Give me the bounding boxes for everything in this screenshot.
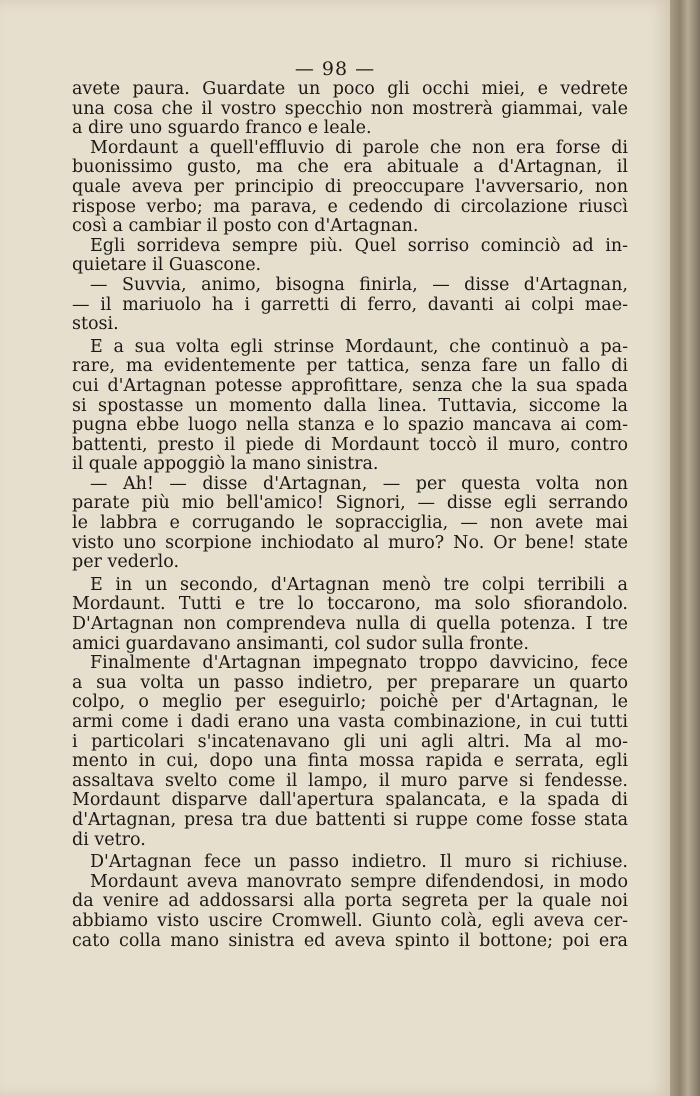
text-line: visto uno scorpione inchiodato al muro? No. Or bene! state [72, 532, 628, 553]
text-line: — il mariuolo ha i garretti di ferro, davanti ai colpi mae- [72, 294, 628, 315]
text-line: Mordaunt. Tutti e tre lo toccarono, ma solo sfiorandolo. [72, 594, 628, 615]
text-line: Mordaunt aveva manovrato sempre difendendosi, in modo [90, 871, 628, 892]
text-line: Egli sorrideva sempre più. Quel sorriso cominciò ad in- [90, 235, 628, 256]
text-line: armi come i dadi erano una vasta combinazione, in cui tutti [72, 712, 628, 732]
text-line: così a cambiar il posto con d'Artagnan. [72, 216, 419, 237]
text-line: parate più mio bell'amico! Signori, — disse egli serrando [72, 493, 628, 514]
text-line: — Suvvia, animo, bisogna finirla, — disse d'Artagnan, [90, 274, 628, 295]
page-number: — 98 — [294, 58, 376, 80]
text-line: quale aveva per principio di preoccupare l'avversario, non [72, 176, 628, 197]
text-line: i particolari s'incatenavano gli uni agli altri. Ma al mo- [72, 731, 628, 752]
text-line: colpo, o meglio per eseguirlo; poichè per d'Artagnan, le [72, 692, 628, 713]
text-line: battenti, presto il piede di Mordaunt toccò il muro, contro [72, 434, 628, 455]
text-line: rispose verbo; ma parava, e cedendo di circolazione riuscì [72, 196, 628, 217]
text-line: D'Artagnan fece un passo indietro. Il muro si richiuse. [90, 852, 628, 873]
text-line: Mordaunt a quell'effluvio di parole che non era forse di [90, 137, 628, 158]
text-line: quietare il Guascone. [72, 255, 262, 276]
text-line: rare, ma evidentemente per tattica, senza fare un fallo di [72, 356, 628, 377]
text-line: avete paura. Guardate un poco gli occhi miei, e vedrete [72, 79, 628, 99]
text-line: le labbra e corrugando le sopracciglia, — non avete mai [72, 513, 628, 534]
text-line: una cosa che il vostro specchio non mostrerà giammai, vale [72, 98, 628, 119]
text-line: buonissimo gusto, ma che era abituale a d'Artagnan, il [72, 157, 628, 178]
text-line: a sua volta un passo indietro, per preparare un quarto [72, 672, 628, 693]
text-line: abbiamo visto uscire Cromwell. Giunto colà, egli aveva cer- [72, 910, 628, 931]
text-line: E a sua volta egli strinse Mordaunt, che continuò a pa- [90, 336, 628, 357]
book-spine-edge [670, 0, 700, 1096]
text-line: a dire uno sguardo franco e leale. [72, 118, 372, 139]
text-line: assaltava svelto come il lampo, il muro parve si fendesse. [72, 770, 628, 791]
text-line: amici guardavano ansimanti, col sudor sulla fronte. [72, 633, 529, 654]
body-text [72, 80, 628, 951]
text-line: di vetro. [72, 829, 146, 850]
text-line: E in un secondo, d'Artagnan menò tre colpi terribili a [90, 574, 628, 595]
text-line: cui d'Artagnan potesse approfittare, senza che la sua spada [72, 375, 628, 396]
text-line: d'Artagnan, presa tra due battenti si ruppe come fosse stata [72, 809, 628, 830]
text-line: D'Artagnan non comprendeva nulla di quella potenza. I tre [72, 614, 628, 635]
text-line: il quale appoggiò la mano sinistra. [72, 454, 379, 475]
text-line: stosi. [72, 314, 119, 335]
text-line: per vederlo. [72, 552, 180, 573]
text-line: Finalmente d'Artagnan impegnato troppo davvicino, fece [90, 653, 628, 674]
text-line: cato colla mano sinistra ed aveva spinto il bottone; poi era [72, 930, 628, 951]
text-line: pugna ebbe luogo nella stanza e lo spazio mancava ai com- [72, 415, 628, 436]
text-line: mento in cui, dopo una finta mossa rapida e serrata, egli [72, 751, 628, 772]
text-line: si spostasse un momento dalla linea. Tuttavia, siccome la [72, 395, 628, 416]
text-line: — Ah! — disse d'Artagnan, — per questa volta non [90, 473, 628, 494]
text-line: Mordaunt disparve dall'apertura spalancata, e la spada di [72, 790, 628, 811]
text-line: da venire ad addossarsi alla porta segreta per la quale noi [72, 891, 628, 912]
